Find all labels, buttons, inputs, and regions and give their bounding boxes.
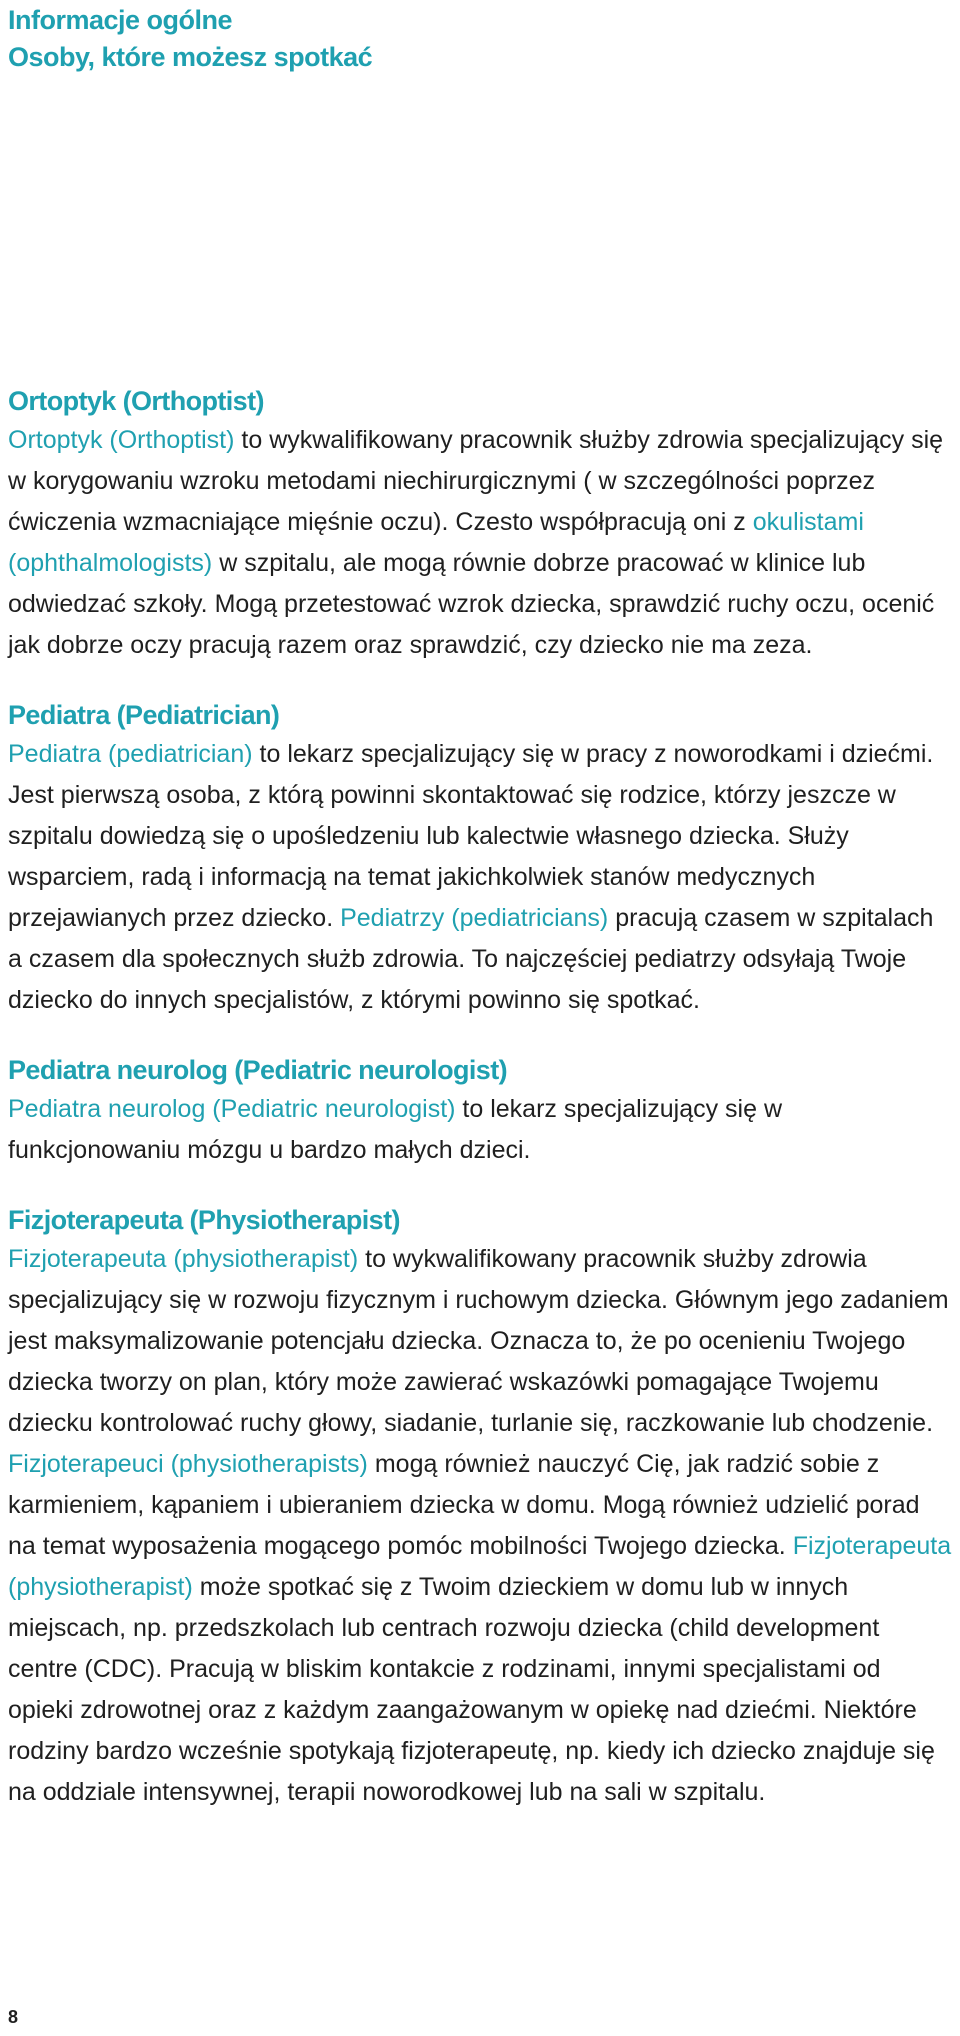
section-physiotherapist <box>8 1201 952 1813</box>
term-highlight: Fizjoterapeuci (physiotherapists) <box>8 1450 368 1478</box>
section-orthoptist <box>8 382 952 666</box>
body-text: może spotkać się z Twoim dzieckiem w domu lub w innych miejscach, np. przedszkolach lub centrach rozwoju dziecka (child development centre (CDC). Pracują w bliskim kontakcie z rodzinami, innymi specjalistami od opieki zdrowotnej oraz z każdym zaangażowanym w opiekę nad dziećmi. Niektóre rodziny bardzo wcześnie spotykają fizjoterapeutę, np. kiedy ich dziecko znajduje się na oddziale intensywnej, terapii noworodkowej lub na sali w szpitalu. <box>8 1573 935 1806</box>
section-title: Fizjoterapeuta (Physiotherapist) <box>8 1205 400 1235</box>
term-highlight: Ortoptyk (Orthoptist) <box>8 426 235 454</box>
body-text: to wykwalifikowany pracownik służby zdrowia specjalizujący się w rozwoju fizycznym i ruchowym dziecka. Głównym jego zadaniem jest maksymalizowanie potencjału dziecka. Oznacza to, że po ocenieniu Twojego dziecka tworzy on plan, który może zawierać wskazówki pomagające Twojemu dziecku kontrolować ruchy głowy, siadanie, turlanie się, raczkowanie lub chodzenie. <box>8 1245 949 1437</box>
section-title: Pediatra neurolog (Pediatric neurologist) <box>8 1055 507 1085</box>
section-pediatric-neurologist <box>8 1051 952 1171</box>
page-header <box>8 2 928 76</box>
section-title: Pediatra (Pediatrician) <box>8 700 280 730</box>
body-text: mogą również nauczyć Cię, jak radzić sobie z karmieniem, kąpaniem i ubieraniem dziecka w domu. Mogą również udzielić porad na temat wyposażenia mogącego pomóc mobilności Twojego dziecka. <box>8 1450 920 1560</box>
body-text: w szpitalu, ale mogą równie dobrze pracować w klinice lub odwiedzać szkoły. Mogą przetestować wzrok dziecka, sprawdzić ruchy oczu, ocenić jak dobrze oczy pracują razem oraz sprawdzić, czy dziecko nie ma zeza. <box>8 549 935 659</box>
section-title: Ortoptyk (Orthoptist) <box>8 386 264 416</box>
body-text: to wykwalifikowany pracownik służby zdrowia specjalizujący się w korygowaniu wzroku metodami niechirurgicznymi ( w szczególności poprzez ćwiczenia wzmacniające mięśnie oczu). Czesto współpracują oni z <box>8 426 944 536</box>
body-text: to lekarz specjalizujący się w pracy z noworodkami i dziećmi. Jest pierwszą osoba, z którą powinni skontaktować się rodzice, którzy jeszcze w szpitalu dowiedzą się o upośledzeniu lub kalectwie własnego dziecka. Służy wsparciem, radą i informacją na temat jakichkolwiek stanów medycznych przejawianych przez dziecko. <box>8 740 934 932</box>
section-paragraph <box>8 420 952 666</box>
term-highlight: Pediatrzy (pediatricians) <box>340 904 609 932</box>
header-subtitle: Osoby, które możesz spotkać <box>8 42 373 72</box>
term-highlight: Fizjoterapeuta (physiotherapist) <box>8 1245 359 1273</box>
term-highlight: okulistami (ophthalmologists) <box>8 508 864 577</box>
body-text: to lekarz specjalizujący się w funkcjonowaniu mózgu u bardzo małych dzieci. <box>8 1095 782 1164</box>
header-category: Informacje ogólne <box>8 5 233 35</box>
page-number: 8 <box>8 2007 19 2027</box>
term-highlight: Fizjoterapeuta (physiotherapist) <box>8 1532 952 1601</box>
term-highlight: Pediatra neurolog (Pediatric neurologist) <box>8 1095 456 1123</box>
section-paragraph <box>8 1089 952 1171</box>
body-text: pracują czasem w szpitalach a czasem dla społecznych służb zdrowia. To najczęściej pediatrzy odsyłają Twoje dziecko do innych specjalistów, z którymi powinno się spotkać. <box>8 904 934 1014</box>
section-paragraph <box>8 734 952 1021</box>
document-body <box>8 382 952 1843</box>
term-highlight: Pediatra (pediatrician) <box>8 740 253 768</box>
section-pediatrician <box>8 696 952 1021</box>
section-paragraph <box>8 1239 952 1813</box>
